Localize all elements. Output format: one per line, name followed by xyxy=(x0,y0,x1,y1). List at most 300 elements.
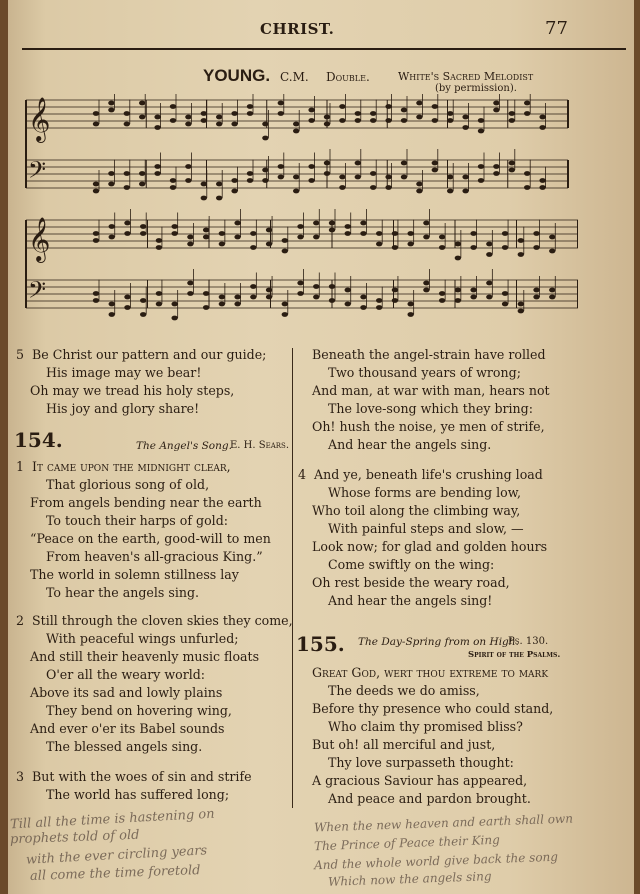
note-head xyxy=(203,305,209,310)
note-head xyxy=(140,312,146,317)
note-head xyxy=(154,125,160,130)
note-head xyxy=(139,171,145,176)
note-head xyxy=(360,231,366,236)
note-head xyxy=(401,175,407,180)
note-head xyxy=(423,288,429,293)
note-head xyxy=(262,178,268,183)
hymn-155-line-1: Great God, wert thou extreme to mark xyxy=(312,665,549,680)
stanza-5-line-1: 5 Be Christ our pattern and our guide; xyxy=(16,347,267,362)
note-head xyxy=(282,302,288,307)
stanza-5-line-2: His image may we bear! xyxy=(46,365,202,380)
note-head xyxy=(370,171,376,176)
note-head xyxy=(407,312,413,317)
hymn-154-s2-line-2: With peaceful wings unfurled; xyxy=(46,631,239,646)
note-head xyxy=(407,302,413,307)
note-head xyxy=(392,231,398,236)
note-head xyxy=(416,101,422,106)
note-head xyxy=(486,242,492,247)
hymn-154-title: The Angel's Song. xyxy=(136,440,232,452)
note-head xyxy=(423,221,429,226)
note-head xyxy=(493,171,499,176)
note-head xyxy=(455,242,461,247)
note-head xyxy=(262,168,268,173)
note-head xyxy=(524,171,530,176)
note-head xyxy=(533,288,539,293)
note-head xyxy=(462,115,468,120)
hymn-154-s2-line-3: And still their heavenly music floats xyxy=(30,649,260,664)
note-head xyxy=(502,302,508,307)
note-head xyxy=(401,118,407,123)
note-head xyxy=(439,291,445,296)
note-head xyxy=(231,111,237,116)
note-head xyxy=(345,288,351,293)
note-head xyxy=(247,171,253,176)
tune-permission: (by permission). xyxy=(435,83,517,94)
note-head xyxy=(219,231,225,236)
note-head xyxy=(234,302,240,307)
note-head xyxy=(524,101,530,106)
note-head xyxy=(216,115,222,120)
note-head xyxy=(355,161,361,166)
note-head xyxy=(360,295,366,300)
note-head xyxy=(385,175,391,180)
note-head xyxy=(509,118,515,123)
note-head xyxy=(462,175,468,180)
note-head xyxy=(108,182,114,187)
note-head xyxy=(250,284,256,289)
note-head xyxy=(478,178,484,183)
note-head xyxy=(109,224,115,229)
note-head xyxy=(139,182,145,187)
note-head xyxy=(455,298,461,303)
hymn-154-s1-line-8: To hear the angels sing. xyxy=(46,585,200,600)
note-head xyxy=(293,175,299,180)
note-head xyxy=(282,238,288,243)
note-head xyxy=(308,108,314,113)
note-head xyxy=(93,291,99,296)
note-head xyxy=(139,101,145,106)
note-head xyxy=(216,182,222,187)
note-head xyxy=(293,189,299,194)
hymn-154-s1-line-2: That glorious song of old, xyxy=(46,477,210,492)
note-head xyxy=(313,221,319,226)
note-head xyxy=(231,122,237,127)
note-head xyxy=(250,295,256,300)
note-head xyxy=(124,295,130,300)
note-head xyxy=(219,242,225,247)
note-head xyxy=(93,231,99,236)
note-head xyxy=(392,298,398,303)
hymn-154-s1-line-5: “Peace on the earth, good-will to men xyxy=(30,531,271,546)
s3-cont-line-4: The love-song which they bring: xyxy=(328,401,533,416)
note-head xyxy=(329,298,335,303)
note-head xyxy=(432,104,438,109)
note-head xyxy=(355,175,361,180)
note-head xyxy=(109,312,115,317)
hymn-154-s1-line-6: From heaven's all-gracious King.” xyxy=(46,549,263,564)
handwriting-left-1: Till all the time is hastening on xyxy=(9,806,215,833)
note-head xyxy=(266,295,272,300)
note-head xyxy=(324,115,330,120)
note-head xyxy=(416,115,422,120)
note-head xyxy=(470,245,476,250)
note-head xyxy=(250,245,256,250)
note-head xyxy=(502,231,508,236)
handwriting-left-4: all come the time foretold xyxy=(29,863,201,884)
note-head xyxy=(171,302,177,307)
note-head xyxy=(447,111,453,116)
note-head xyxy=(154,171,160,176)
note-head xyxy=(93,298,99,303)
note-head xyxy=(423,235,429,240)
note-head xyxy=(447,118,453,123)
note-head xyxy=(324,171,330,176)
note-head xyxy=(345,224,351,229)
note-head xyxy=(345,302,351,307)
note-head xyxy=(509,111,515,116)
hymn-155-line-7: A gracious Saviour has appeared, xyxy=(312,773,528,788)
note-head xyxy=(539,125,545,130)
tune-source: White's Sacred Melodist xyxy=(398,70,534,83)
stanza-4-line-2: Whose forms are bending low, xyxy=(328,485,522,500)
note-head xyxy=(432,161,438,166)
note-head xyxy=(549,288,555,293)
note-head xyxy=(203,235,209,240)
note-head xyxy=(439,245,445,250)
note-head xyxy=(493,164,499,169)
hymn-154-s3-line-2: The world has suffered long; xyxy=(46,787,230,802)
note-head xyxy=(201,196,207,201)
handwriting-right-1: When the new heaven and earth shall own xyxy=(313,811,574,835)
note-head xyxy=(156,302,162,307)
stanza-5-line-3: Oh may we tread his holy steps, xyxy=(30,383,235,398)
tune-meter-extra: Double. xyxy=(326,70,370,84)
note-head xyxy=(139,115,145,120)
note-head xyxy=(93,182,99,187)
note-head xyxy=(407,231,413,236)
note-head xyxy=(124,221,130,226)
note-head xyxy=(376,305,382,310)
hymnal-page xyxy=(8,0,634,894)
note-head xyxy=(216,196,222,201)
tune-name: YOUNG. xyxy=(203,66,271,85)
note-head xyxy=(266,288,272,293)
note-head xyxy=(533,245,539,250)
note-head xyxy=(278,101,284,106)
note-head xyxy=(247,178,253,183)
note-head xyxy=(462,189,468,194)
note-head xyxy=(470,295,476,300)
note-head xyxy=(234,221,240,226)
note-head xyxy=(401,161,407,166)
note-head xyxy=(518,238,524,243)
note-head xyxy=(478,118,484,123)
note-head xyxy=(156,238,162,243)
note-head xyxy=(355,118,361,123)
note-head xyxy=(124,231,130,236)
note-head xyxy=(308,164,314,169)
note-head xyxy=(360,305,366,310)
note-head xyxy=(293,129,299,134)
note-head xyxy=(524,185,530,190)
header-rule xyxy=(22,48,626,50)
note-head xyxy=(219,295,225,300)
note-head xyxy=(339,175,345,180)
note-head xyxy=(170,118,176,123)
note-head xyxy=(262,136,268,141)
note-head xyxy=(93,238,99,243)
note-head xyxy=(247,104,253,109)
note-head xyxy=(416,189,422,194)
note-head xyxy=(250,231,256,236)
note-head xyxy=(447,175,453,180)
hymn-154-s1-line-7: The world in solemn stillness lay xyxy=(30,567,239,582)
music-score xyxy=(18,94,578,334)
note-head xyxy=(329,221,335,226)
note-head xyxy=(329,228,335,233)
s3-cont-line-5: Oh! hush the noise, ye men of strife, xyxy=(312,419,545,434)
page-number: 77 xyxy=(545,18,568,39)
note-head xyxy=(549,295,555,300)
treble-clef-icon: 𝄞 xyxy=(28,217,51,261)
note-head xyxy=(313,235,319,240)
handwriting-right-2: The Prince of Peace their King xyxy=(313,832,501,854)
handwriting-right-4: Which now the angels sing xyxy=(327,869,492,889)
note-head xyxy=(156,291,162,296)
note-head xyxy=(234,295,240,300)
note-head xyxy=(297,281,303,286)
note-head xyxy=(329,284,335,289)
s3-cont-line-3: And man, at war with man, hears not xyxy=(312,383,550,398)
note-head xyxy=(108,171,114,176)
note-head xyxy=(124,171,130,176)
s3-cont-line-6: And hear the angels sing. xyxy=(328,437,492,452)
note-head xyxy=(185,115,191,120)
note-head xyxy=(187,242,193,247)
hymn-154-s1-line-4: To touch their harps of gold: xyxy=(46,513,228,528)
note-head xyxy=(140,298,146,303)
note-head xyxy=(266,228,272,233)
note-head xyxy=(231,189,237,194)
note-head xyxy=(108,108,114,113)
hymn-155-source: Spirit of the Psalms. xyxy=(468,650,561,660)
note-head xyxy=(524,111,530,116)
note-head xyxy=(370,118,376,123)
note-head xyxy=(370,111,376,116)
note-head xyxy=(140,224,146,229)
note-head xyxy=(308,118,314,123)
note-head xyxy=(376,231,382,236)
note-head xyxy=(187,281,193,286)
note-head xyxy=(93,111,99,116)
hymn-154-s2-line-6: They bend on hovering wing, xyxy=(46,703,232,718)
note-head xyxy=(203,291,209,296)
note-head xyxy=(470,231,476,236)
note-head xyxy=(549,249,555,254)
note-head xyxy=(170,104,176,109)
note-head xyxy=(549,235,555,240)
note-head xyxy=(533,231,539,236)
note-head xyxy=(509,161,515,166)
hymn-155-line-8: And peace and pardon brought. xyxy=(328,791,531,806)
s3-cont-line-2: Two thousand years of wrong; xyxy=(328,365,521,380)
handwriting-left-3: with the ever circling years xyxy=(25,843,208,868)
note-head xyxy=(486,252,492,257)
page-header-title: CHRIST. xyxy=(260,20,335,38)
stanza-4-line-1: 4 And ye, beneath life's crushing load xyxy=(298,467,543,482)
note-head xyxy=(203,228,209,233)
note-head xyxy=(518,302,524,307)
note-head xyxy=(462,125,468,130)
hymn-155-title: The Day-Spring from on High. xyxy=(358,636,519,648)
note-head xyxy=(416,182,422,187)
note-head xyxy=(339,118,345,123)
note-head xyxy=(502,291,508,296)
note-head xyxy=(502,245,508,250)
note-head xyxy=(345,231,351,236)
note-head xyxy=(171,316,177,321)
note-head xyxy=(392,288,398,293)
note-head xyxy=(339,104,345,109)
note-head xyxy=(293,122,299,127)
note-head xyxy=(539,178,545,183)
note-head xyxy=(278,164,284,169)
note-head xyxy=(313,295,319,300)
hymn-155-line-6: Thy love surpasseth thought: xyxy=(328,755,514,770)
hymn-155-line-3: Before thy presence who could stand, xyxy=(312,701,554,716)
note-head xyxy=(201,182,207,187)
note-head xyxy=(478,164,484,169)
note-head xyxy=(439,298,445,303)
note-head xyxy=(278,175,284,180)
note-head xyxy=(185,164,191,169)
note-head xyxy=(432,168,438,173)
note-head xyxy=(493,101,499,106)
note-head xyxy=(392,245,398,250)
note-head xyxy=(297,291,303,296)
note-head xyxy=(339,185,345,190)
note-head xyxy=(278,111,284,116)
note-head xyxy=(171,231,177,236)
note-head xyxy=(187,235,193,240)
hymn-154-s2-line-1: 2 Still through the cloven skies they come, xyxy=(16,613,293,628)
stanza-4-line-4: With painful steps and slow, — xyxy=(328,521,524,536)
note-head xyxy=(407,242,413,247)
note-head xyxy=(109,235,115,240)
note-head xyxy=(313,284,319,289)
hymn-154-s1-line-3: From angels bending near the earth xyxy=(30,495,262,510)
note-head xyxy=(234,235,240,240)
handwriting-right-3: And the whole world give back the song xyxy=(313,849,559,873)
hymn-155-line-4: Who claim thy promised bliss? xyxy=(328,719,523,734)
note-head xyxy=(385,104,391,109)
hymn-155-number: 155. xyxy=(296,632,345,656)
hymn-154-s2-line-8: The blessed angels sing. xyxy=(46,739,203,754)
hymn-154-s2-line-7: And ever o'er its Babel sounds xyxy=(30,721,225,736)
note-head xyxy=(231,178,237,183)
bass-clef-icon: 𝄢 xyxy=(28,156,47,189)
note-head xyxy=(376,242,382,247)
treble-clef-icon: 𝄞 xyxy=(28,97,51,141)
note-head xyxy=(470,288,476,293)
note-head xyxy=(432,118,438,123)
stanza-5-line-4: His joy and glory share! xyxy=(46,401,200,416)
note-head xyxy=(455,256,461,261)
note-head xyxy=(124,185,130,190)
column-divider xyxy=(292,348,293,808)
hymn-154-author: E. H. Sears. xyxy=(230,440,289,451)
note-head xyxy=(219,302,225,307)
note-head xyxy=(324,161,330,166)
stanza-4-line-8: And hear the angels sing! xyxy=(328,593,493,608)
hymn-154-s1-line-1: 1 It came upon the midnight clear, xyxy=(16,459,231,474)
note-head xyxy=(262,122,268,127)
note-head xyxy=(478,129,484,134)
hymn-154-number: 154. xyxy=(14,428,63,452)
note-head xyxy=(124,111,130,116)
hymn-155-ref: Ps. 130. xyxy=(508,636,549,647)
hymn-154-s2-line-5: Above its sad and lowly plains xyxy=(30,685,223,700)
note-head xyxy=(486,295,492,300)
hymn-155-line-2: The deeds we do amiss, xyxy=(328,683,480,698)
note-head xyxy=(93,122,99,127)
note-head xyxy=(124,305,130,310)
tune-meter: C.M. xyxy=(280,70,309,84)
note-head xyxy=(518,252,524,257)
hymn-154-s2-line-4: O'er all the weary world: xyxy=(46,667,206,682)
note-head xyxy=(539,115,545,120)
note-head xyxy=(486,281,492,286)
note-head xyxy=(282,249,288,254)
note-head xyxy=(385,118,391,123)
note-head xyxy=(355,111,361,116)
note-head xyxy=(109,302,115,307)
note-head xyxy=(185,122,191,127)
note-head xyxy=(376,298,382,303)
note-head xyxy=(423,281,429,286)
note-head xyxy=(401,108,407,113)
hymn-155-line-5: But oh! all merciful and just, xyxy=(312,737,496,752)
note-head xyxy=(308,178,314,183)
note-head xyxy=(455,288,461,293)
note-head xyxy=(297,224,303,229)
note-head xyxy=(360,221,366,226)
note-head xyxy=(297,235,303,240)
note-head xyxy=(170,178,176,183)
stanza-4-line-3: Who toil along the climbing way, xyxy=(312,503,521,518)
note-head xyxy=(216,122,222,127)
note-head xyxy=(324,122,330,127)
note-head xyxy=(156,245,162,250)
note-head xyxy=(539,185,545,190)
note-head xyxy=(140,231,146,236)
note-head xyxy=(201,111,207,116)
stanza-4-line-6: Come swiftly on the wing: xyxy=(328,557,495,572)
note-head xyxy=(447,189,453,194)
note-head xyxy=(124,122,130,127)
note-head xyxy=(493,108,499,113)
note-head xyxy=(154,115,160,120)
hymn-154-s3-line-1: 3 But with the woes of sin and strife xyxy=(16,769,252,784)
note-head xyxy=(201,118,207,123)
bass-clef-icon: 𝄢 xyxy=(28,276,47,309)
note-head xyxy=(185,178,191,183)
note-head xyxy=(282,312,288,317)
stanza-4-line-7: Oh rest beside the weary road, xyxy=(312,575,510,590)
note-head xyxy=(171,224,177,229)
note-head xyxy=(93,189,99,194)
handwriting-left-2: prophets told of old xyxy=(9,827,140,848)
